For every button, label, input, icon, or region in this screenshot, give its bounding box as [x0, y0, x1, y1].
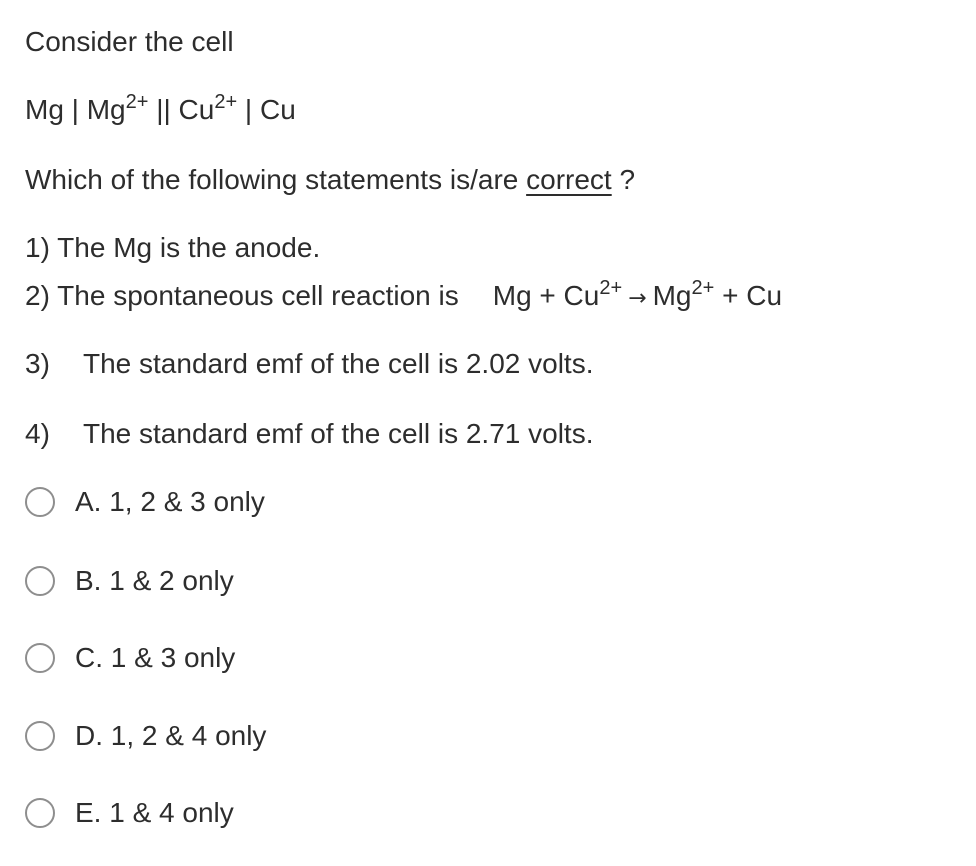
statement-4-text: The standard emf of the cell is 2.71 volts. — [83, 418, 594, 449]
cell-cu: | Cu — [237, 94, 296, 125]
statement-3-number: 3) — [25, 348, 50, 379]
reaction-reactant-charge: 2+ — [599, 277, 623, 299]
cell-notation — [25, 91, 296, 125]
option-e-label[interactable]: E. 1 & 4 only — [75, 797, 234, 828]
option-e-radio[interactable] — [25, 798, 55, 828]
reaction-product-charge: 2+ — [691, 277, 715, 299]
option-a-radio[interactable] — [25, 487, 55, 517]
statement-2 — [25, 277, 783, 311]
question-intro: Consider the cell — [25, 26, 234, 57]
option-b-label[interactable]: B. 1 & 2 only — [75, 565, 234, 596]
option-b[interactable] — [25, 566, 234, 596]
statement-3-text: The standard emf of the cell is 2.02 volts. — [83, 348, 594, 379]
prompt-pre: Which of the following statements is/are — [25, 164, 527, 195]
cell-cu-charge: 2+ — [214, 91, 238, 113]
option-d[interactable] — [25, 721, 266, 751]
option-a-label[interactable]: A. 1, 2 & 3 only — [75, 486, 265, 517]
reaction-reactant: Mg + Cu — [492, 280, 600, 311]
option-d-label[interactable]: D. 1, 2 & 4 only — [75, 720, 267, 751]
reaction-arrow-icon: → — [628, 286, 647, 311]
cell-mg-charge: 2+ — [125, 91, 149, 113]
statement-3 — [25, 350, 593, 378]
reaction-product: Mg — [652, 280, 692, 311]
option-a[interactable] — [25, 487, 265, 517]
statement-1: 1) The Mg is the anode. — [25, 232, 321, 263]
option-e[interactable] — [25, 798, 234, 828]
statement-4 — [25, 420, 593, 448]
cell-mg: Mg | Mg — [25, 94, 126, 125]
option-c[interactable] — [25, 643, 235, 673]
option-c-label[interactable]: C. 1 & 3 only — [75, 642, 236, 673]
statement-2-text: 2) The spontaneous cell reaction is — [25, 280, 459, 311]
reaction-product-tail: + Cu — [714, 280, 783, 311]
cell-bridge: || Cu — [148, 94, 215, 125]
option-b-radio[interactable] — [25, 566, 55, 596]
option-d-radio[interactable] — [25, 721, 55, 751]
prompt-correct-underlined: correct — [526, 164, 612, 195]
statement-4-number: 4) — [25, 418, 50, 449]
prompt-post: ? — [611, 164, 636, 195]
option-c-radio[interactable] — [25, 643, 55, 673]
question-prompt — [25, 166, 635, 194]
